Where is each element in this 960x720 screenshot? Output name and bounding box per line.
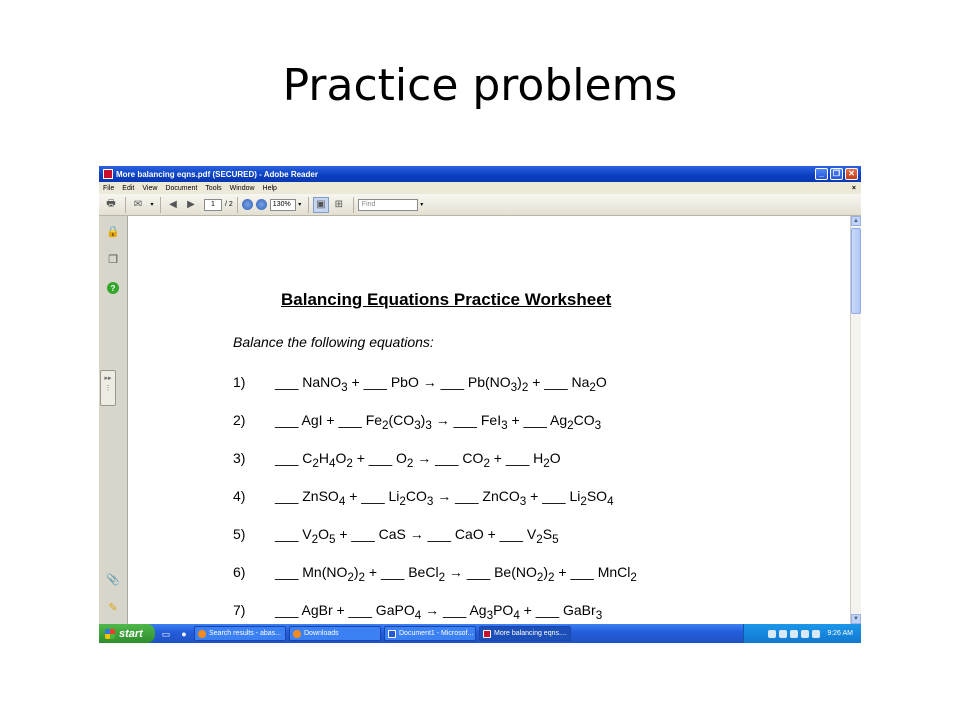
equation-number: 6) <box>233 564 246 580</box>
pages-icon[interactable]: ❐ <box>108 253 118 266</box>
toolbar-separator <box>353 197 354 213</box>
find-dropdown-icon[interactable]: ▾ <box>420 201 424 208</box>
toolbar-separator <box>160 197 161 213</box>
navigation-pane <box>99 216 128 624</box>
minimize-button[interactable]: _ <box>815 168 828 180</box>
equation-number: 7) <box>233 602 246 618</box>
comment-icon[interactable]: ✎ <box>108 601 118 614</box>
scroll-down-icon[interactable]: ▼ <box>851 614 861 624</box>
vertical-scrollbar[interactable] <box>850 216 861 624</box>
equation-number: 2) <box>233 412 246 428</box>
window-title: More balancing eqns.pdf (SECURED) - Adobe Reader <box>116 169 318 179</box>
toolbar-separator <box>237 197 238 213</box>
task-button-downloads[interactable] <box>289 626 381 641</box>
equation: ___ NaNO$_3$ + ___ PbO → ___ $Pb(NO_3)_2$ + ___ $Na_2O$ <box>275 374 607 394</box>
start-label: start <box>119 627 143 640</box>
attachment-icon[interactable]: 📎 <box>106 573 120 586</box>
next-page-icon[interactable]: ▶ <box>187 199 195 210</box>
menu-file[interactable]: File <box>103 184 115 192</box>
window-titlebar[interactable] <box>99 166 861 182</box>
zoom-dropdown-icon[interactable]: ▾ <box>298 201 302 208</box>
equation: ___ $V_2O_5$ + ___ CaS → ___ CaO + ___ $V_2S_5$ <box>275 526 559 546</box>
fit-page-icon[interactable]: ▣ <box>313 197 329 213</box>
tray-arrow-icon[interactable] <box>768 630 776 638</box>
show-desktop-icon[interactable]: ▭ <box>161 628 171 639</box>
lock-icon[interactable]: 🔒 <box>106 225 120 238</box>
firefox-icon <box>198 630 206 638</box>
menu-help[interactable]: Help <box>262 184 277 192</box>
adobe-reader-icon <box>483 630 491 638</box>
page-total: / 2 <box>225 201 233 208</box>
network-icon[interactable] <box>779 630 787 638</box>
worksheet-instructions: Balance the following equations: <box>233 334 434 350</box>
equation: ___ AgBr + ___ GaPO$_4$ → ___ $Ag_3PO_4$ + ___ GaBr$_3$ <box>275 602 603 622</box>
task-label: Search results - abas... <box>209 630 281 637</box>
toolbar <box>99 194 861 216</box>
menu-window[interactable]: Window <box>229 184 255 192</box>
adobe-reader-icon <box>103 169 113 179</box>
equation-number: 1) <box>233 374 246 390</box>
menubar <box>99 182 861 194</box>
equation-number: 3) <box>233 450 246 466</box>
firefox-icon <box>293 630 301 638</box>
task-button-search-results[interactable] <box>194 626 286 641</box>
equation-number: 5) <box>233 526 246 542</box>
help-icon[interactable]: ? <box>107 282 119 294</box>
menu-view[interactable]: View <box>142 184 158 192</box>
taskbar <box>99 624 861 643</box>
task-label: Downloads <box>304 630 339 637</box>
worksheet-title: Balancing Equations Practice Worksheet <box>281 290 612 309</box>
zoom-in-icon[interactable] <box>256 199 267 210</box>
menu-document[interactable]: Document <box>165 184 198 192</box>
equation: ___ ZnSO$_4$ + ___ $Li_2CO_3$ → ___ ZnCO$_3$ + ___ $Li_2SO_4$ <box>275 488 614 508</box>
toolbar-separator <box>125 197 126 213</box>
scroll-up-icon[interactable]: ▲ <box>851 216 861 226</box>
word-icon <box>388 630 396 638</box>
zoom-out-icon[interactable] <box>242 199 253 210</box>
close-button[interactable]: ✕ <box>845 168 858 180</box>
task-button-adobe-reader[interactable] <box>479 626 571 641</box>
document-close-icon[interactable]: × <box>851 184 856 192</box>
security-icon[interactable] <box>790 630 798 638</box>
previous-page-icon[interactable]: ◀ <box>169 199 177 210</box>
windows-logo-icon <box>105 629 115 639</box>
menu-edit[interactable]: Edit <box>122 184 135 192</box>
maximize-button[interactable]: ❐ <box>830 168 843 180</box>
antivirus-icon[interactable] <box>812 630 820 638</box>
document-view[interactable] <box>129 216 850 624</box>
email-icon[interactable]: ✉ <box>133 199 143 210</box>
scroll-thumb[interactable] <box>851 228 861 314</box>
chevron-down-icon[interactable]: ▾ <box>150 201 154 208</box>
equation: ___ AgI + ___ $Fe_2(CO_3)_3$ → ___ FeI$_3$ + ___ $Ag_2CO_3$ <box>275 412 602 432</box>
find-input[interactable]: Find <box>358 199 418 211</box>
slide-title: Practice problems <box>282 60 678 111</box>
equation: ___ $C_2H_4O_2$ + ___ $O_2$ → ___ $CO_2$ + ___ $H_2O$ <box>275 450 561 470</box>
task-label: Document1 - Microsof... <box>399 630 474 637</box>
menu-tools[interactable]: Tools <box>205 184 222 192</box>
task-button-document1[interactable] <box>384 626 476 641</box>
volume-icon[interactable] <box>801 630 809 638</box>
fit-width-icon[interactable]: ⊞ <box>334 199 343 210</box>
start-button[interactable] <box>99 624 155 643</box>
screenshot <box>99 166 861 643</box>
task-label: More balancing eqns.... <box>494 630 567 637</box>
pane-resize-grip[interactable]: ▸▸ ⋮ <box>100 370 116 406</box>
equation: ___ $Mn(NO_2)_2$ + ___ BeCl$_2$ → ___ $Be(NO_2)_2$ + ___ MnCl$_2$ <box>275 564 637 584</box>
system-tray <box>743 624 861 643</box>
print-icon[interactable]: 🖶 <box>106 198 116 209</box>
page-number-input[interactable]: 1 <box>204 199 222 211</box>
clock[interactable]: 9:26 AM <box>827 630 853 637</box>
firefox-icon[interactable]: ● <box>181 628 187 639</box>
equation-number: 4) <box>233 488 246 504</box>
toolbar-separator <box>308 197 309 213</box>
zoom-level-input[interactable]: 130% <box>270 199 296 211</box>
